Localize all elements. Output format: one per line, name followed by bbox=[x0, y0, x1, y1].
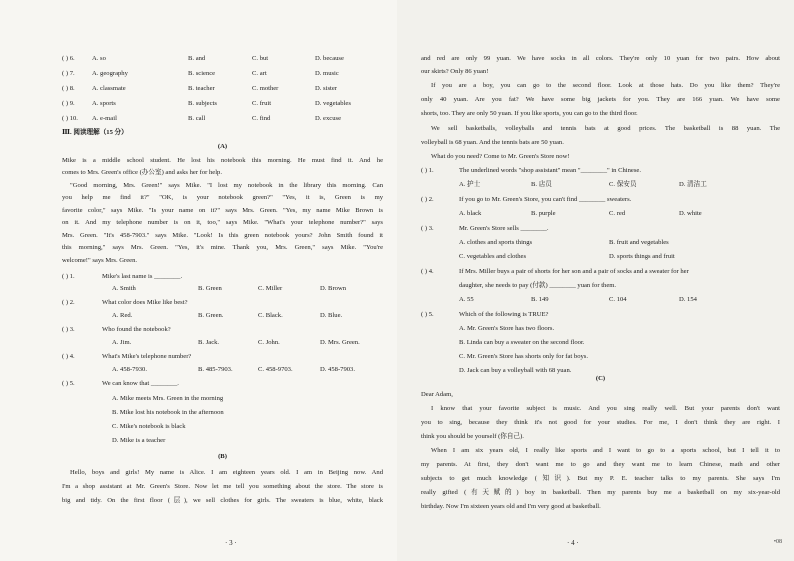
passage-c-line: really gifted (有天赋的) boy in basketball. Then my parents buy me a basketball on my six-year-old bbox=[421, 489, 780, 496]
passage-c-line: think you should be yourself (你自己). bbox=[421, 433, 524, 440]
passage-a-line: you help me find it?" "OK, is your notebook green?" "Yes, it is, Green is my bbox=[62, 194, 383, 201]
passage-b-cont-line: shorts, too. They are only 50 yuan. If you like sports, you can go to the third floor. bbox=[421, 110, 638, 117]
passage-a-line: Mrs. Green. "It's 458-7903." says Mike. "Look! Is this green notebook yours? John Smith found it bbox=[62, 232, 383, 239]
passage-c-line: birthday. Now I'm sixteen years old and I'm very good at basketball. bbox=[421, 503, 601, 510]
passage-b-cont-line: only 40 yuan. Are you fat? We have some big jackets for you. They are 166 yuan. We have some bbox=[421, 96, 780, 103]
page-number-left: · 3 · bbox=[225, 539, 237, 547]
right-column: and red are only 99 yuan. We have socks in all colors. They're only 10 yuan for two pairs. How about our skirts? Only 86 yuan! If you are a boy, you can go to the second floor. Look at those hats. Do you like them? They're only 40 yuan. Are you fat? We have some big jackets for you. They are 166 yuan. We have some shorts, too. They are only 50 yuan. If you like sports, you can go to the third floor. We sell basketballs, volleyballs and tennis bats at good prices. The basketball is 88 yuan. The volleyball is 68 yuan. And the tennis bats are 50 yuan. What do you need? Come to Mr. Green's Store now! ( ) 1. The underlined words "shop assistant" mean "________" in Chinese. A. 护士 B. 店员 C. 保安员 D. 清洁工 ( ) 2. If you go to Mr. Green's Store, you can't find ________ sweaters. A. black B. purple C. red D. white ( ) 3. Mr. Green's Store sells ________. A. clothes and sports things B. fruit and vegetables C. vegetables and clothes D. sports things and fruit ( ) 4. If Mrs. Miller buys a pair of shorts for her son and a pair of socks and a sweater for her daughter, she needs to pay (付款) ________ yuan for them. A. 55 B. 149 C. 104 D. 154 ( ) 5. Which of the following is TRUE? A. Mr. Green's Store has two floors. B. Linda can buy a sweater on the second floor. C. Mr. Green's Store has shorts only for fat boys. D. Jack can buy a volleyball with 68 yuan. (C) Dear Adam, I know that your favorite subject is music. And you sing really well. But your parents don't want you to sing, because they think it's not good for your studies. For me, I don't think they are right. I think you should be yourself (你自己). When I am six years old, I really like sports and I want to go to a sports school, but I tell it to my parents. At first, they don't want me to go and they want me to learn Chinese, math and other subjects to get much knowledge (知识). But my P. E. teacher talks to my parents. She says I'm really gifted (有天赋的) boy in basketball. Then my parents buy me a basketball on my six-year-old birthday. Now I'm sixteen years old and I'm very good at basketball. bbox=[421, 55, 780, 510]
section-heading: Ⅲ. 阅读理解（15 分） bbox=[62, 129, 128, 136]
passage-c-line: I know that your favorite subject is music. And you sing really well. But your parents don't want bbox=[431, 405, 780, 412]
passage-c-line: my parents. At first, they don't want me to go and they want me to learn Chinese, math and other bbox=[421, 461, 780, 468]
passage-a-line: "Good morning, Mrs. Green!" says Mike. "I lost my notebook in the library this morning. Can bbox=[70, 182, 383, 189]
passage-a-line: this morning," says Mrs. Green. "Yes, it's mine. Thank you, Mrs. Green," says Mike. "You're bbox=[62, 244, 383, 251]
passage-b-title: (B) bbox=[218, 453, 227, 460]
passage-c-line: Dear Adam, bbox=[421, 391, 453, 398]
right-page bbox=[397, 0, 794, 561]
passage-b-cont-line: our skirts? Only 86 yuan! bbox=[421, 68, 489, 75]
passage-b-line: big and tidy. On the first floor (层), we sell clothes for girls. The sweaters is blue, white, black bbox=[62, 497, 383, 504]
left-column: ( ) 6. A. so B. and C. but D. because ( ) 7. A. geography B. science C. art D. music ( ) 8. A. classmate B. teacher C. mother D. sister ( ) 9. A. sports B. subjects C. fruit D. vegetables ( ) 10. A. e-mail B. call C. find D. excuse Ⅲ. 阅读理解（15 分） (A) Mike is a middle school student. He lost his notebook this morning. He must find it. And he comes to Mrs. Green's office (办公室) and asks her for help. "Good morning, Mrs. Green!" says Mike. "I lost my notebook in the library this morning. Can you help me find it?" "OK, is your notebook green?" "Yes, it is, Green is my favorite color," says Mike. "Is your name on it?" says Mrs. Green. "Yes, my name Mike Brown is on it. And my telephone number is on it, too," says Mike. "What's your telephone number?" says Mrs. Green. "It's 458-7903." says Mike. "Look! Is this green notebook yours? John Smith found it this morning," says Mrs. Green. "Yes, it's mine. Thank you, Mrs. Green," says Mike. "You're welcome!" says Mrs. Green. ( ) 1. Mike's last name is ________. A. Smith B. Green C. Miller D. Brown ( ) 2. What color does Mike like best? A. Red. B. Green. C. Black. D. Blue. ( ) 3. Who found the notebook? A. Jim. B. Jack. C. John. D. Mrs. Green. ( ) 4. What's Mike's telephone number? A. 458-7930. B. 485-7903. C. 458-9703. D. 458-7903. ( ) 5. We can know that ________. A. Mike meets Mrs. Green in the morning B. Mike lost his notebook in the afternoon C. Mike's notebook is black D. Mike is a teacher (B) Hello, boys and girls! My name is Alice. I am eighteen years old. I am in Beijing now. And I'm a shop assistant at Mr. Green's Store. Now let me tell you something about the store. The store is big and tidy. On the first floor (层), we sell clothes for girls. The sweaters is blue, white, black bbox=[62, 55, 383, 504]
passage-b-cont-line: We sell basketballs, volleyballs and tennis bats at good prices. The basketball is 88 yuan. The bbox=[431, 125, 780, 132]
corner-mark: •08 bbox=[773, 539, 782, 545]
passage-a-line: favorite color," says Mike. "Is your name on it?" says Mrs. Green. "Yes, my name Mike Brown is bbox=[62, 207, 383, 214]
passage-a-line: on it. And my telephone number is on it, too," says Mike. "What's your telephone number?" says bbox=[62, 219, 383, 226]
passage-a-line: welcome!" says Mrs. Green. bbox=[62, 257, 138, 264]
passage-a-line: Mike is a middle school student. He lost his notebook this morning. He must find it. And he bbox=[62, 157, 383, 164]
passage-b-cont-line: If you are a boy, you can go to the second floor. Look at those hats. Do you like them? They're bbox=[431, 82, 780, 89]
passage-b-line: I'm a shop assistant at Mr. Green's Store. Now let me tell you something about the store. The store is bbox=[62, 483, 383, 490]
passage-b-line: Hello, boys and girls! My name is Alice. I am eighteen years old. I am in Beijing now. And bbox=[70, 469, 383, 476]
passage-b-cont-line: and red are only 99 yuan. We have socks in all colors. They're only 10 yuan for two pairs. How about bbox=[421, 55, 780, 62]
passage-a-line: comes to Mrs. Green's office (办公室) and asks her for help. bbox=[62, 169, 223, 176]
passage-c-line: When I am six years old, I really like sports and I want to go to a sports school, but I tell it to bbox=[431, 447, 780, 454]
passage-b-cont-line: volleyball is 68 yuan. And the tennis bats are 50 yuan. bbox=[421, 139, 564, 146]
passage-c-line: you to sing, because they think it's not good for your studies. For me, I don't think they are right. I bbox=[421, 419, 780, 426]
page-number-right: · 4 · bbox=[567, 539, 579, 547]
passage-b-cont-line: What do you need? Come to Mr. Green's Store now! bbox=[431, 153, 570, 160]
passage-c-title: (C) bbox=[595, 375, 606, 382]
passage-c-line: subjects to get much knowledge (知识). But my P. E. teacher talks to my parents. She says I'm bbox=[421, 475, 780, 482]
passage-a-title: (A) bbox=[217, 143, 228, 150]
